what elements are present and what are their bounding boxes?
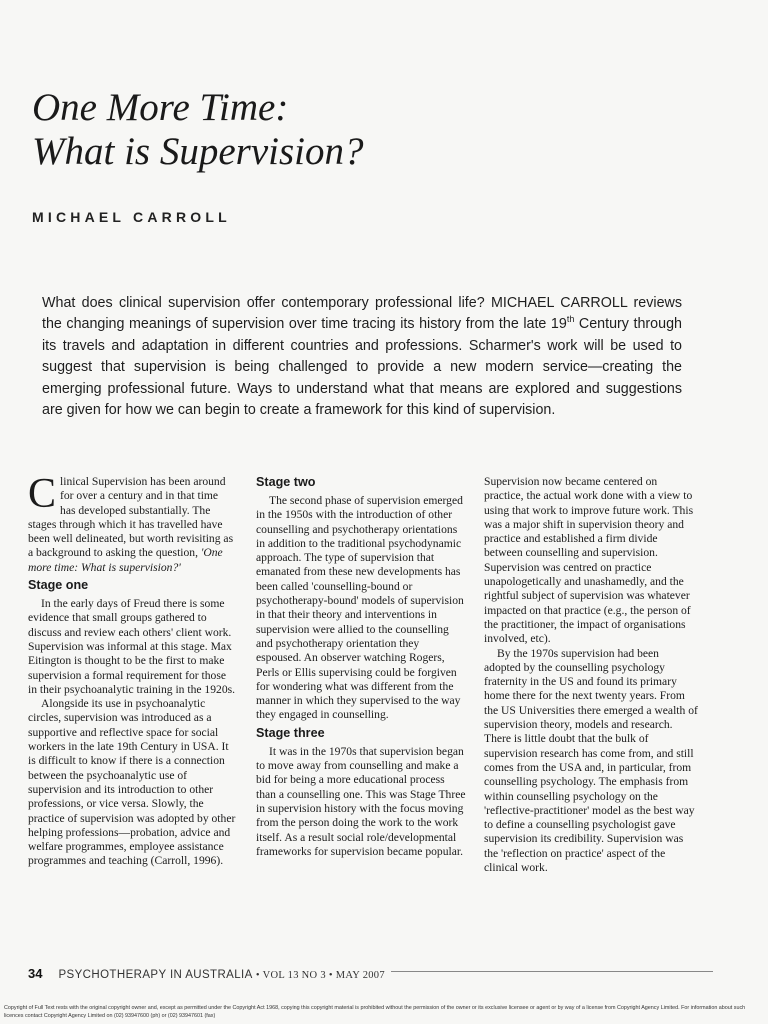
page-number: 34 [28, 966, 43, 981]
column-3 [484, 475, 698, 875]
intro-text: linical Supervision has been around for over a century and in that time has developed substantially. The stages through which it has travelled have been well delineated, but worth revisiting as a background to asking the question, [28, 475, 234, 560]
paragraph-continued: Supervision now became centered on practice, the actual work done with a view to using that work to improve future work. This was a major shift in supervision theory and practice and established a firm divide between counselling and supervision. Supervision was centred on practice unapologetically and unashamedly, and the rightful subject of supervision was whatever impacted on that practice (e.g., the person of the practitioner, the impact of organisations involved, etc). [484, 475, 694, 646]
article-title [32, 86, 592, 174]
heading-stage-two: Stage two [256, 475, 316, 489]
paragraph-stage-one-1: In the early days of Freud there is some evidence that small groups gathered to discuss and review each others' client work. Supervision was informal at this stage. Max Eitington is thought to be the first to make supervision a formal requirement for those in their psychoanalytic training in the 1920s. [28, 597, 236, 696]
title-line-2: What is Supervision? [32, 130, 364, 173]
heading-stage-one: Stage one [28, 578, 89, 593]
intro-paragraph [28, 471, 236, 575]
abstract-text-end: Century through its travels and adaptation in different countries and professions. Scharmer's work will be used to suggest that supervision is being challenged to provide a new modern service—creating the emerging professional future. Ways to understand what that means are explored and suggestions are given for how we can begin to create a framework for this kind of supervision. [42, 316, 682, 419]
abstract [42, 293, 682, 421]
author-name: MICHAEL CARROLL [32, 209, 231, 225]
paragraph-stage-three: It was in the 1970s that supervision began to move away from counselling and make a bid for being a more educational process than a counselling one. This was Stage Three in supervision history with the focus moving from the person doing the work to the work itself. As a result social role/developmental frameworks for supervision became popular. [256, 744, 466, 858]
journal-name: PSYCHOTHERAPY IN AUSTRALIA [58, 969, 253, 981]
journal-volume: • VOL 13 NO 3 • MAY 2007 [255, 970, 385, 981]
paragraph-1970s: By the 1970s supervision had been adopted by the counselling psychology fraternity in the US and found its primary home there for the next twenty years. From the US Universities there emerged a wealth of supervision theory, models and research. There is little doubt that the bulk of supervision research has come from, and still comes from the USA and, in particular, from counselling psychology. The emphasis from within counselling psychology on the 'reflective-practitioner' model as the best way to define a counselling psychologist gave supervision its credibility. Supervision was the 'reflection on practice' aspect of the clinical work. [484, 646, 698, 875]
column-1 [28, 471, 236, 869]
abstract-text-start: What does clinical supervision offer contemporary professional life? MICHAEL CARROLL reviews the changing meanings of supervision over time tracing its history from the late 19 [42, 295, 682, 333]
intro-quote: 'One more time: What is supervision?' [28, 546, 223, 574]
title-line-1: One More Time: [32, 86, 289, 129]
abstract-superscript: th [566, 314, 575, 325]
paragraph-stage-two: The second phase of supervision emerged in the 1950s with the introduction of other counselling and psychotherapy orientations in addition to the traditional psychodynamic approach. The type of supervision that emanated from these new developments has been called 'counselling-bound or psychotherapy-bound' models of supervision in that their theory and interventions in supervision were allied to the counselling and psychotherapy orientation they espoused. An observer watching Rogers, Perls or Ellis supervising could be forgiven for wondering what was different from the manner in which they supervised to the way they engaged in counselling. [256, 494, 464, 722]
paragraph-stage-one-2: Alongside its use in psychoanalytic circles, supervision was introduced as a supportive and reflective space for social workers in the late 19th Century in USA. It is difficult to know if there is a connection between the psychoanalytic use of supervision and its introduction to other professions, or vice versa. Slowly, the practice of supervision was adopted by other helping professions—probation, advice and welfare programmes, employee assistance programmes and teaching (Carroll, 1996). [28, 697, 236, 868]
drop-cap: C [28, 471, 57, 517]
copyright-notice: Copyright of Full Text rests with the original copyright owner and, except as permitted under the Copyright Act 1968, copying this copyright material is prohibited without the permission of the owner or its exclusive licensee or agent or by way of a license from Copyright Agency Limited. For information about such licences contact Copyright Agency Limited on (02) 93947600 (ph) or (02) 93947601 (fax) [4, 1005, 746, 1019]
column-2 [256, 475, 466, 859]
heading-stage-three: Stage three [256, 725, 325, 740]
page-footer [28, 966, 391, 981]
